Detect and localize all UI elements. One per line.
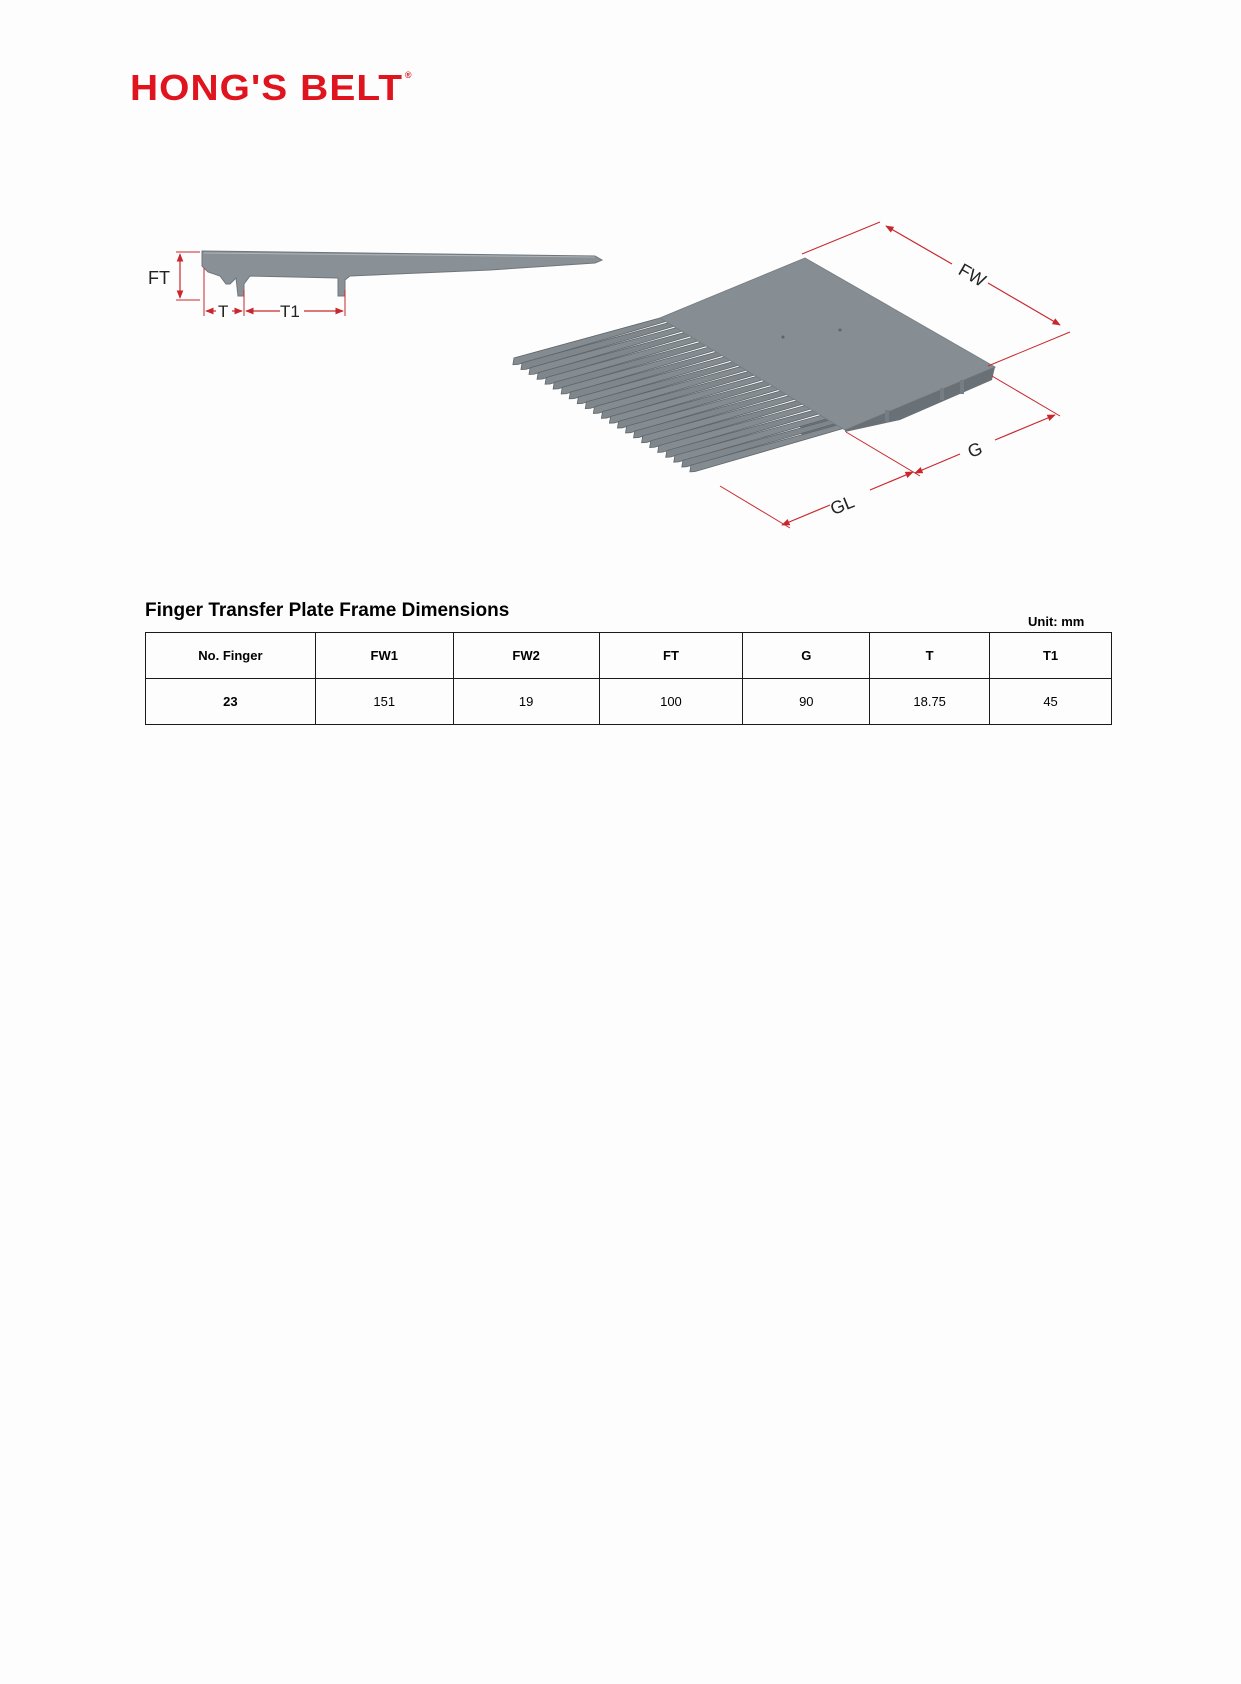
table-header-row <box>146 633 1112 679</box>
cell-no-finger: 23 <box>146 679 316 725</box>
label-g: G <box>964 438 986 462</box>
cell-fw1: 151 <box>315 679 453 725</box>
label-gl: GL <box>827 491 858 519</box>
dimensions-table <box>145 632 1112 725</box>
header-t: T <box>870 633 990 679</box>
header-t1: T1 <box>990 633 1112 679</box>
brand-logo <box>130 67 412 108</box>
finger-plate-drawing <box>140 180 1090 550</box>
header-g: G <box>743 633 870 679</box>
header-no-finger: No. Finger <box>146 633 316 679</box>
isometric-view <box>513 222 1070 528</box>
table-title: Finger Transfer Plate Frame Dimensions <box>145 600 510 621</box>
label-ft: FT <box>148 268 170 288</box>
header-ft: FT <box>599 633 743 679</box>
side-profile-view <box>148 251 602 321</box>
side-profile-shape <box>202 251 602 296</box>
unit-label: Unit: mm <box>1028 614 1085 629</box>
label-t: T <box>218 302 229 321</box>
label-fw: FW <box>955 259 990 291</box>
logo-text: HONG'S BELT <box>130 67 404 108</box>
header-fw2: FW2 <box>453 633 599 679</box>
cell-t: 18.75 <box>870 679 990 725</box>
cell-g: 90 <box>743 679 870 725</box>
header-fw1: FW1 <box>315 633 453 679</box>
cell-ft: 100 <box>599 679 743 725</box>
registered-mark: ® <box>404 70 412 80</box>
label-t1: T1 <box>280 302 300 321</box>
cell-t1: 45 <box>990 679 1112 725</box>
cell-fw2: 19 <box>453 679 599 725</box>
table-row <box>146 679 1112 725</box>
